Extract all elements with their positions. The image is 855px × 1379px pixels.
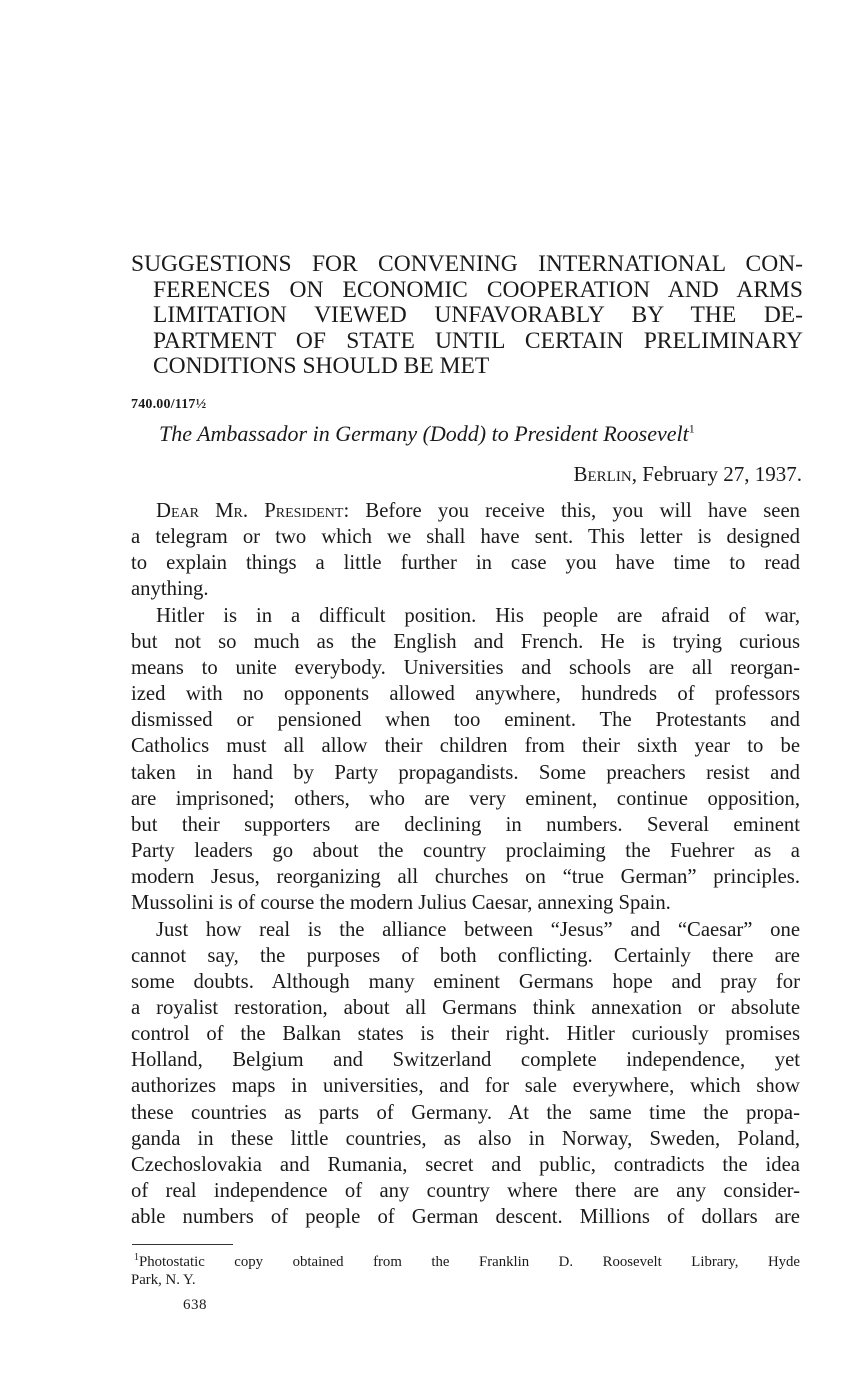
text-line: Just how real is the alliance between “Jesus” and “Caesar” one [156,918,800,941]
footnote-text: Photostatic copy obtained from the Franklin D. Roosevelt Library, Hyde [139,1254,800,1270]
text-line: Catholics must all allow their children from their sixth year to be [131,735,800,758]
text-line: but their supporters are declining in numbers. Several eminent [131,813,800,836]
file-number: 740.00/117½ [131,397,207,412]
text-line: to explain things a little further in case you have time to read [131,552,800,575]
heading-line: LIMITATION VIEWED UNFAVORABLY BY THE DE- [153,302,803,329]
text-line: anything. [131,578,209,601]
text-line: cannot say, the purposes of both conflicting. Certainly there are [131,944,800,967]
text-line: authorizes maps in universities, and for sale everywhere, which show [131,1075,800,1098]
text-line: Hitler is in a difficult position. His people are afraid of war, [156,604,800,627]
letter-body [131,498,800,1230]
text-line: a royalist restoration, about all Germans think annexation or absolute [131,996,800,1019]
document-title [159,420,809,448]
text-line: control of the Balkan states is their right. Hitler curiously promises [131,1023,800,1046]
dateline-date: , February 27, 1937. [631,462,802,486]
text-line: taken in hand by Party propagandists. Some preachers resist and [131,761,800,784]
text-line: Party leaders go about the country proclaiming the Fuehrer as a [131,840,800,863]
document-title-text: The Ambassador in Germany (Dodd) to President Roosevelt [159,421,689,446]
text-line: ganda in these little countries, as also in Norway, Sweden, Poland, [131,1127,800,1150]
footnote-reference: 1 [688,421,695,436]
paragraph [131,603,800,917]
paragraph [131,498,800,603]
text-line: of real independence of any country where there are any consider- [131,1180,800,1203]
text-line: able numbers of people of German descent. Millions of dollars are [131,1206,800,1229]
footnote-divider [132,1244,233,1245]
text-line: means to unite everybody. Universities and schools are all reorgan- [131,656,800,679]
text-line: but not so much as the English and French. He is trying curious [131,630,800,653]
text-line: dismissed or pensioned when too eminent. The Protestants and [131,709,800,732]
heading-line: SUGGESTIONS FOR CONVENING INTERNATIONAL CON- [131,251,803,277]
text-line: some doubts. Although many eminent Germans hope and pray for [131,970,800,993]
text-line: a telegram or two which we shall have sent. This letter is designed [131,526,800,549]
text-line: Czechoslovakia and Rumania, secret and public, contradicts the idea [131,1153,800,1176]
section-heading [131,252,803,380]
footnote-line [131,1253,800,1271]
page-number: 638 [183,1297,207,1313]
salutation: Dear Mr. President [156,500,344,522]
text-line: modern Jesus, reorganizing all churches on “true German” principles. [131,866,800,889]
heading-line: PARTMENT OF STATE UNTIL CERTAIN PRELIMINARY [153,327,803,354]
text-line: ized with no opponents allowed anywhere, hundreds of professors [131,683,800,706]
text-line: these countries as parts of Germany. At the same time the propa- [131,1101,800,1124]
dateline [574,462,802,487]
footnote [131,1253,800,1289]
text-fragment: : Before you receive this, you will have seen [343,500,800,522]
heading-line: CONDITIONS SHOULD BE MET [153,353,490,380]
text-line: Holland, Belgium and Switzerland complete independence, yet [131,1049,800,1072]
paragraph [131,917,800,1231]
heading-line: FERENCES ON ECONOMIC COOPERATION AND ARMS [153,276,803,303]
footnote-marker: 1 [134,1252,139,1264]
text-line: Mussolini is of course the modern Julius Caesar, annexing Spain. [131,892,671,915]
text-line: are imprisoned; others, who are very eminent, continue opposition, [131,787,800,810]
footnote-line: Park, N. Y. [131,1272,196,1288]
dateline-place: Berlin [573,462,632,486]
text-line [131,498,800,524]
